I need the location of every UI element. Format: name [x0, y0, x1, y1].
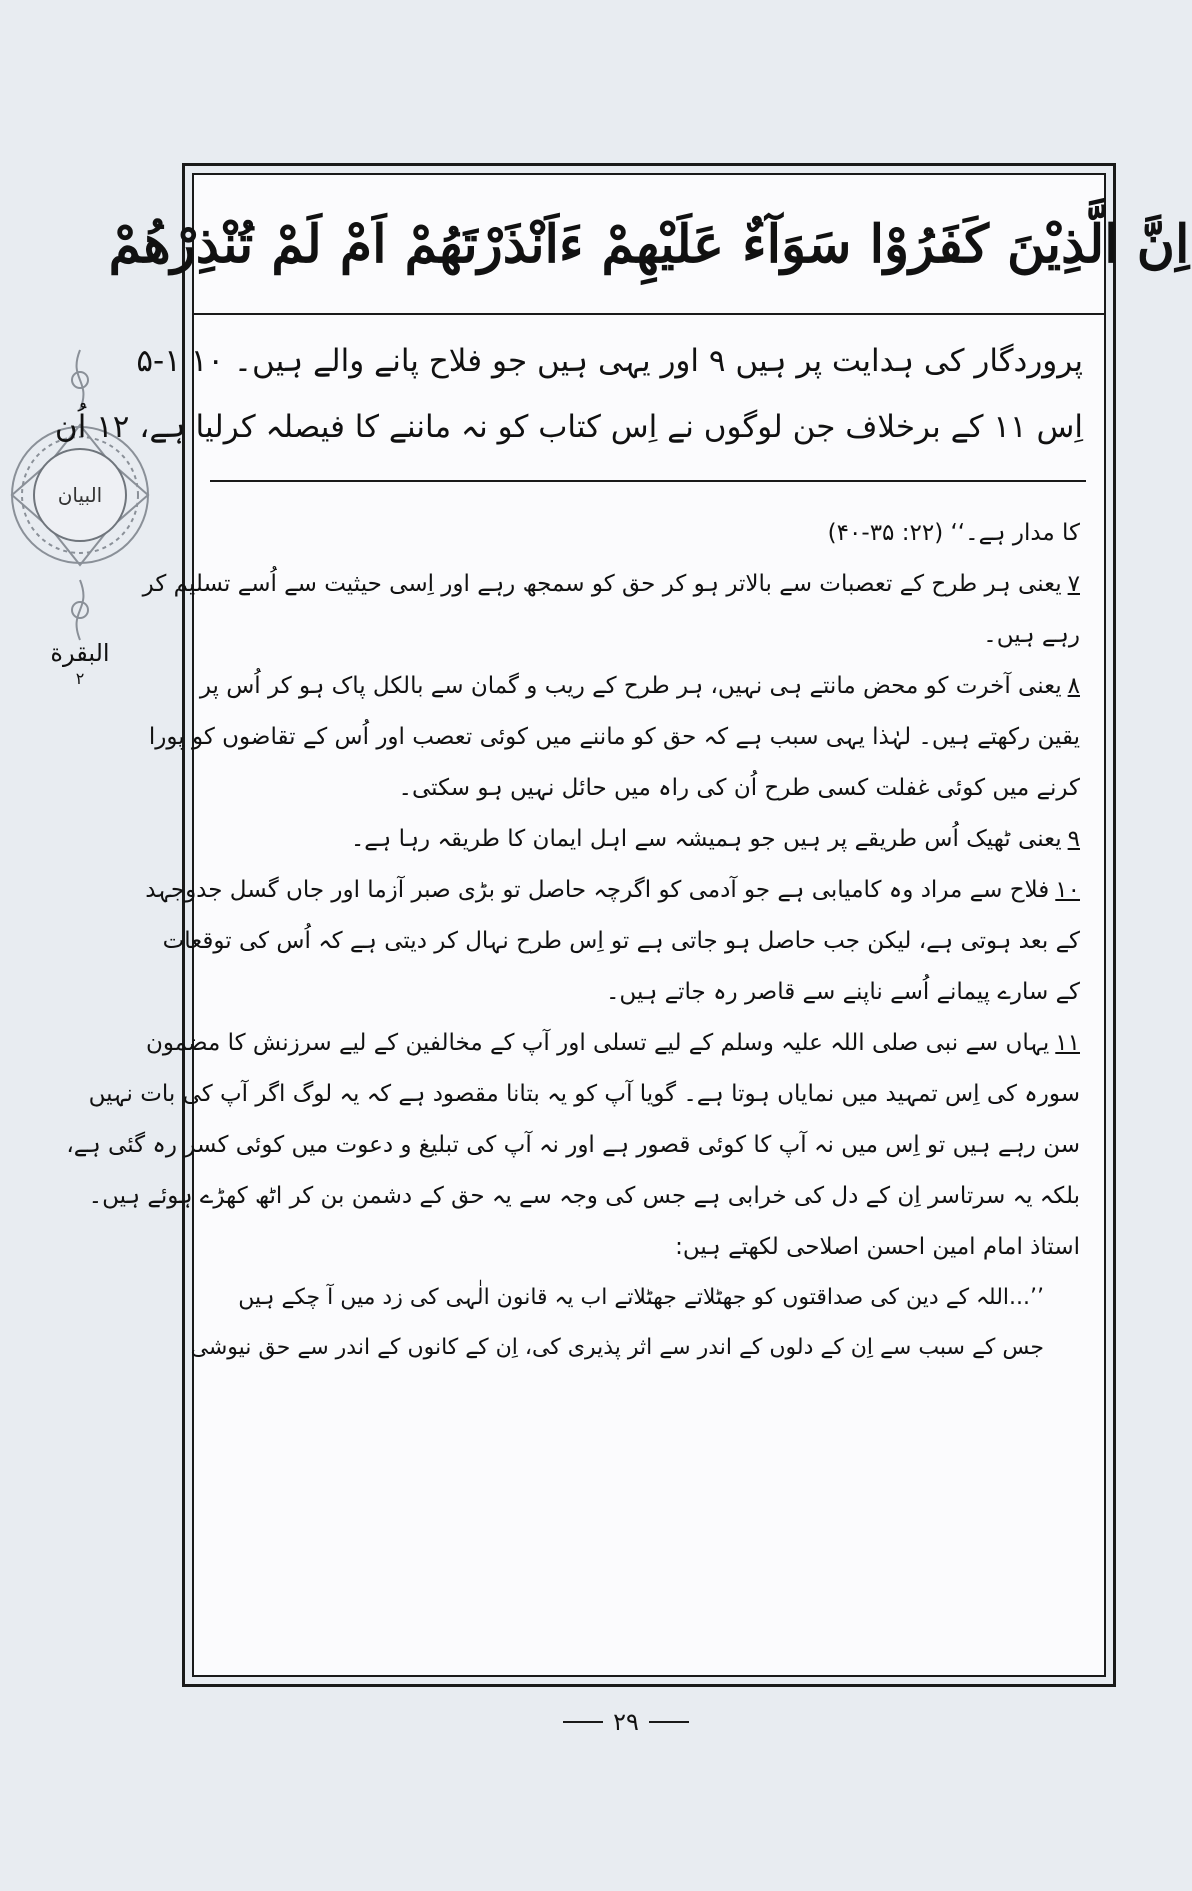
medallion-ornament: [8, 340, 153, 650]
quote-line: ’’...اللہ کے دین کی صداقتوں کو جھٹلاتے جھٹلاتے اب یہ قانون الٰہی کی زد میں آ چکے ہیں: [238, 1285, 1044, 1310]
page-number: [546, 1708, 706, 1736]
note-line: [145, 865, 1080, 916]
note-line: [145, 1018, 1080, 1069]
note-line: [148, 712, 1080, 763]
note-text: کرنے میں کوئی غفلت کسی طرح اُن کی راہ میں حائل نہیں ہو سکتی۔: [398, 775, 1080, 801]
note-line: [88, 1171, 1080, 1222]
note-text: کے بعد ہوتی ہے، لیکن جب حاصل ہو جاتی ہے تو اِس طرح نہال کر دیتی ہے کہ اُس کی توقعات: [162, 928, 1080, 954]
note-text: فلاح سے مراد وہ کامیابی ہے جو آدمی کو اگرچہ حاصل تو بڑی صبر آزما اور جاں گسل جدوجہد: [145, 877, 1050, 903]
note-line: [218, 610, 1080, 661]
note-number: ٧: [1067, 571, 1080, 597]
note-text: یعنی ہر طرح کے تعصبات سے بالاتر ہو کر حق کو سمجھ رہے اور اِسی حیثیت سے اُسے تسلیم کر: [142, 571, 1062, 597]
note-line: [218, 814, 1080, 865]
note-line: [218, 967, 1080, 1018]
page-number-dash: [649, 1721, 689, 1723]
note-line: [199, 661, 1080, 712]
translation-block: [54, 328, 1083, 460]
surah-name: [40, 640, 120, 692]
section-divider: [210, 480, 1086, 482]
quote-line: جس کے سبب سے اِن کے دلوں کے اندر سے اثر پذیری کی، اِن کے کانوں کے اندر سے حق نیوشی: [190, 1335, 1044, 1360]
note-line: [88, 1069, 1080, 1120]
surah-number: ٢: [75, 669, 85, 688]
note-number: ٨: [1067, 673, 1080, 699]
note-text: کا مدار ہے۔‘‘ (۲۲: ۳۵-۴۰): [827, 520, 1080, 546]
surah-name-text: البقرة: [50, 639, 110, 667]
note-text: یعنی ٹھیک اُس طریقے پر ہیں جو ہمیشہ سے اہل ایمان کا طریقہ رہا ہے۔: [350, 826, 1062, 852]
note-number: ١٠: [1055, 877, 1080, 903]
note-line: [66, 1120, 1080, 1171]
medallion-text: البیان: [57, 483, 103, 507]
translation-line: اِس ١١ کے برخلاف جن لوگوں نے اِس کتاب کو نہ ماننے کا فیصلہ کرلیا ہے، ١٢ اُن: [54, 409, 1083, 445]
note-line: [218, 508, 1080, 559]
note-text: سن رہے ہیں تو اِس میں نہ آپ کا کوئی قصور ہے اور نہ آپ کی تبلیغ و دعوت میں کوئی کسر رہ گئی ہے،: [66, 1132, 1080, 1158]
note-line: [218, 763, 1080, 814]
note-number: ١١: [1055, 1030, 1080, 1056]
note-text: یقین رکھتے ہیں۔ لہٰذا یہی سبب ہے کہ حق کو ماننے میں کوئی تعصب اور اُس کے تقاضوں کو پورا: [148, 724, 1080, 750]
note-text: یعنی آخرت کو محض مانتے ہی نہیں، ہر طرح کے ریب و گمان سے بالکل پاک ہو کر اُس پر: [199, 673, 1062, 699]
note-text: کے سارے پیمانے اُسے ناپنے سے قاصر رہ جاتے ہیں۔: [605, 979, 1080, 1005]
note-text: یہاں سے نبی صلی اللہ علیہ وسلم کے لیے تسلی اور آپ کے مخالفین کے لیے سرزنش کا مضمون: [145, 1030, 1050, 1056]
note-text: سورہ کی اِس تمہید میں نمایاں ہوتا ہے۔ گویا آپ کو یہ بتانا مقصود ہے کہ یہ لوگ اگر آپ کی بات نہیں: [88, 1081, 1080, 1107]
note-line: [142, 559, 1080, 610]
note-text: رہے ہیں۔: [983, 622, 1080, 648]
page-number-dash: [563, 1721, 603, 1723]
quran-verse: اِنَّ الَّذِيْنَ كَفَرُوْا سَوَآءٌ عَلَيْهِمْ ءَاَنْذَرْتَهُمْ اَمْ لَمْ تُنْذِرْهُمْ: [194, 175, 1104, 315]
translation-line: پروردگار کی ہدایت پر ہیں ٩ اور یہی ہیں جو فلاح پانے والے ہیں۔ ١٠ ۱-۵: [136, 343, 1083, 379]
note-line: [162, 916, 1080, 967]
note-text: استاذ امام امین احسن اصلاحی لکھتے ہیں:: [675, 1234, 1080, 1260]
note-text: بلکہ یہ سرتاسر اِن کے دل کی خرابی ہے جس کی وجہ سے یہ حق کے دشمن بن کر اٹھ کھڑے ہوئے ہیں۔: [88, 1183, 1080, 1209]
note-line: [218, 1222, 1080, 1273]
note-number: ٩: [1067, 826, 1080, 852]
page-number-text: ۲۹: [613, 1708, 639, 1736]
